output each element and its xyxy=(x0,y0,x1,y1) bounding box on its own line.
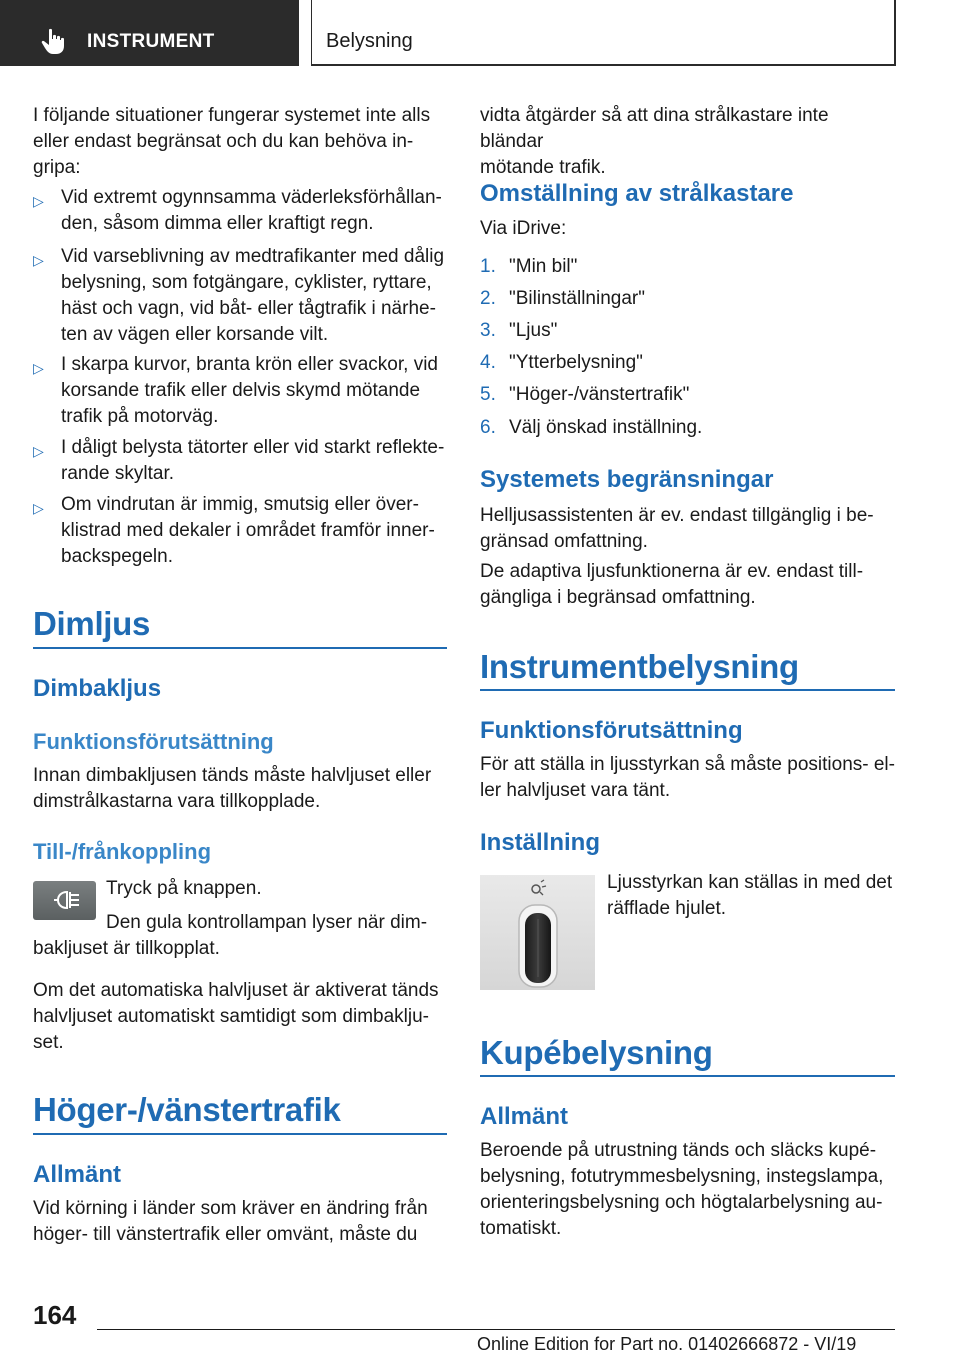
heading-hoger-vanstertrafik: Höger-/vänstertrafik xyxy=(33,1091,341,1128)
triangle-bullet-icon: ▷ xyxy=(33,360,44,376)
text-line: höger- till vänstertrafik eller omvänt, måste du xyxy=(33,1224,418,1245)
via-idrive: Via iDrive: xyxy=(480,218,567,239)
text-line: Den gula kontrollampan lyser när dim- xyxy=(106,912,428,933)
text-line: Vid körning i länder som kräver en ändring från xyxy=(33,1198,428,1219)
funk-paragraph-right xyxy=(480,752,895,804)
text-line: I följande situationer fungerar systemet inte alls xyxy=(33,105,431,126)
text-line: För att ställa in ljusstyrkan så måste positions- el- xyxy=(480,754,895,775)
heading-till-frankoppling: Till-/frånkoppling xyxy=(33,839,212,864)
heading-dimbakljus: Dimbakljus xyxy=(33,675,162,702)
step-number: 1. xyxy=(480,256,496,277)
text-line: Om det automatiska halvljuset är aktiverat tänds xyxy=(33,980,439,1001)
text-line: ten av vägen eller korsande vilt. xyxy=(61,324,329,345)
bullet-item xyxy=(33,492,447,570)
step-text: "Höger-/vänstertrafik" xyxy=(509,384,690,405)
heading-funktionsforutsattning-right: Funktionsförutsättning xyxy=(480,717,743,744)
text-line: den, såsom dimma eller kraftigt regn. xyxy=(61,213,374,234)
heading-installning: Inställning xyxy=(480,829,600,856)
section-label: INSTRUMENT xyxy=(87,31,215,52)
step-text: "Ytterbelysning" xyxy=(509,352,643,373)
text-line: rande skyltar. xyxy=(61,463,174,484)
step-item xyxy=(480,286,895,312)
step-number: 2. xyxy=(480,288,496,309)
step-text: "Min bil" xyxy=(509,256,578,277)
text-line: Beroende på utrustning tänds och släcks kupé- xyxy=(480,1140,877,1161)
text-line: Innan dimbakljusen tänds måste halvljuset eller xyxy=(33,765,432,786)
chapter-tab xyxy=(311,0,896,66)
text-line: trafik på motorväg. xyxy=(61,406,219,427)
step-number: 5. xyxy=(480,384,496,405)
text-line: De adaptiva ljusfunktionerna är ev. endast till- xyxy=(480,561,864,582)
step-text: Välj önskad inställning. xyxy=(509,417,703,438)
thumbwheel-icon xyxy=(480,875,595,990)
allmant-paragraph xyxy=(33,1196,447,1248)
continuation-paragraph xyxy=(480,103,895,181)
text-line: Vid extremt ogynnsamma väderleksförhållan- xyxy=(61,187,442,208)
heading-rule xyxy=(33,1133,447,1135)
text-line: Ljusstyrkan kan ställas in med det xyxy=(607,872,893,893)
triangle-bullet-icon: ▷ xyxy=(33,193,44,209)
triangle-bullet-icon: ▷ xyxy=(33,443,44,459)
heading-kupebelysning: Kupébelysning xyxy=(480,1034,713,1071)
triangle-bullet-icon: ▷ xyxy=(33,252,44,268)
section-tab xyxy=(0,0,299,66)
text-line: I dåligt belysta tätorter eller vid starkt reflekte- xyxy=(61,437,445,458)
chapter-label: Belysning xyxy=(326,30,413,52)
heading-omstallning: Omställning av strålkastare xyxy=(480,180,794,207)
step-text: "Bilinställningar" xyxy=(509,288,645,309)
heading-rule xyxy=(480,1075,895,1077)
text-line: vidta åtgärder så att dina strålkastare inte bländar xyxy=(480,105,829,152)
text-line: korsande trafik eller delvis skymd mötande xyxy=(61,380,421,401)
bullet-item xyxy=(33,244,447,348)
text-line: gängliga i begränsad omfattning. xyxy=(480,587,756,608)
edition-text: Online Edition for Part no. 01402666872 - VI/19 xyxy=(477,1334,857,1354)
text-line: Om vindrutan är immig, smutsig eller över- xyxy=(61,494,419,515)
text-line: belysning, som fotgängare, cyklister, ryttare, xyxy=(61,272,432,293)
text-line: gripa: xyxy=(33,157,81,178)
text-line: I skarpa kurvor, branta krön eller svackor, vid xyxy=(61,354,438,375)
heading-rule xyxy=(33,647,447,649)
press-text: Tryck på knappen. xyxy=(106,878,262,899)
bullet-item xyxy=(33,435,447,487)
text-line: dimstrålkastarna vara tillkopplade. xyxy=(33,791,321,812)
funk-paragraph xyxy=(33,763,447,815)
text-line: bakljuset är tillkopplat. xyxy=(33,938,220,959)
text-line: backspegeln. xyxy=(61,546,173,567)
step-item xyxy=(480,382,895,408)
allmant-paragraph-right xyxy=(480,1138,895,1242)
heading-allmant-right: Allmänt xyxy=(480,1103,569,1130)
rear-fog-light-icon xyxy=(53,889,81,911)
bullet-item xyxy=(33,352,447,430)
text-line: belysning, fotutrymmesbelysning, instegslampa, xyxy=(480,1166,884,1187)
text-line: klistrad med dekaler i området framför inner- xyxy=(61,520,435,541)
bullet-item xyxy=(33,185,447,237)
text-line: ler halvljuset vara tänt. xyxy=(480,780,671,801)
step-number: 6. xyxy=(480,417,496,438)
triangle-bullet-icon: ▷ xyxy=(33,500,44,516)
page-header xyxy=(0,0,960,66)
heading-dimljus: Dimljus xyxy=(33,605,151,642)
inst-paragraph xyxy=(607,870,895,922)
text-line: orienteringsbelysning och högtalarbelysning au- xyxy=(480,1192,883,1213)
step-item xyxy=(480,350,895,376)
text-line: mötande trafik. xyxy=(480,157,606,178)
sys-paragraph-2 xyxy=(480,559,895,611)
text-line: tomatiskt. xyxy=(480,1218,562,1239)
step-number: 3. xyxy=(480,320,496,341)
heading-allmant: Allmänt xyxy=(33,1161,122,1188)
auto-paragraph xyxy=(33,978,447,1056)
heading-instrumentbelysning: Instrumentbelysning xyxy=(480,648,799,685)
text-line: eller endast begränsat och du kan behöva in- xyxy=(33,131,414,152)
brightness-wheel-image xyxy=(480,875,595,990)
step-item xyxy=(480,254,895,280)
heading-funktionsforutsattning: Funktionsförutsättning xyxy=(33,729,274,754)
step-number: 4. xyxy=(480,352,496,373)
intro-paragraph xyxy=(33,103,447,181)
heading-systemets-begransningar: Systemets begränsningar xyxy=(480,466,774,493)
hand-pointer-icon xyxy=(40,27,68,55)
text-line: halvljuset automatiskt samtidigt som dimbaklju- xyxy=(33,1006,429,1027)
step-item xyxy=(480,415,895,441)
heading-rule xyxy=(480,689,895,691)
text-line: gränsad omfattning. xyxy=(480,531,648,552)
text-line: set. xyxy=(33,1032,64,1053)
step-text: "Ljus" xyxy=(509,320,558,341)
text-line: häst och vagn, vid båt- eller tågtrafik i närhe- xyxy=(61,298,436,319)
text-line: Helljusassistenten är ev. endast tillgänglig i be- xyxy=(480,505,874,526)
page-number: 164 xyxy=(33,1300,77,1330)
text-line: räfflade hjulet. xyxy=(607,898,727,919)
text-line: Vid varseblivning av medtrafikanter med dålig xyxy=(61,246,445,267)
sys-paragraph-1 xyxy=(480,503,895,555)
step-item xyxy=(480,318,895,344)
footer-rule xyxy=(97,1329,895,1330)
lamp-paragraph xyxy=(33,910,447,962)
